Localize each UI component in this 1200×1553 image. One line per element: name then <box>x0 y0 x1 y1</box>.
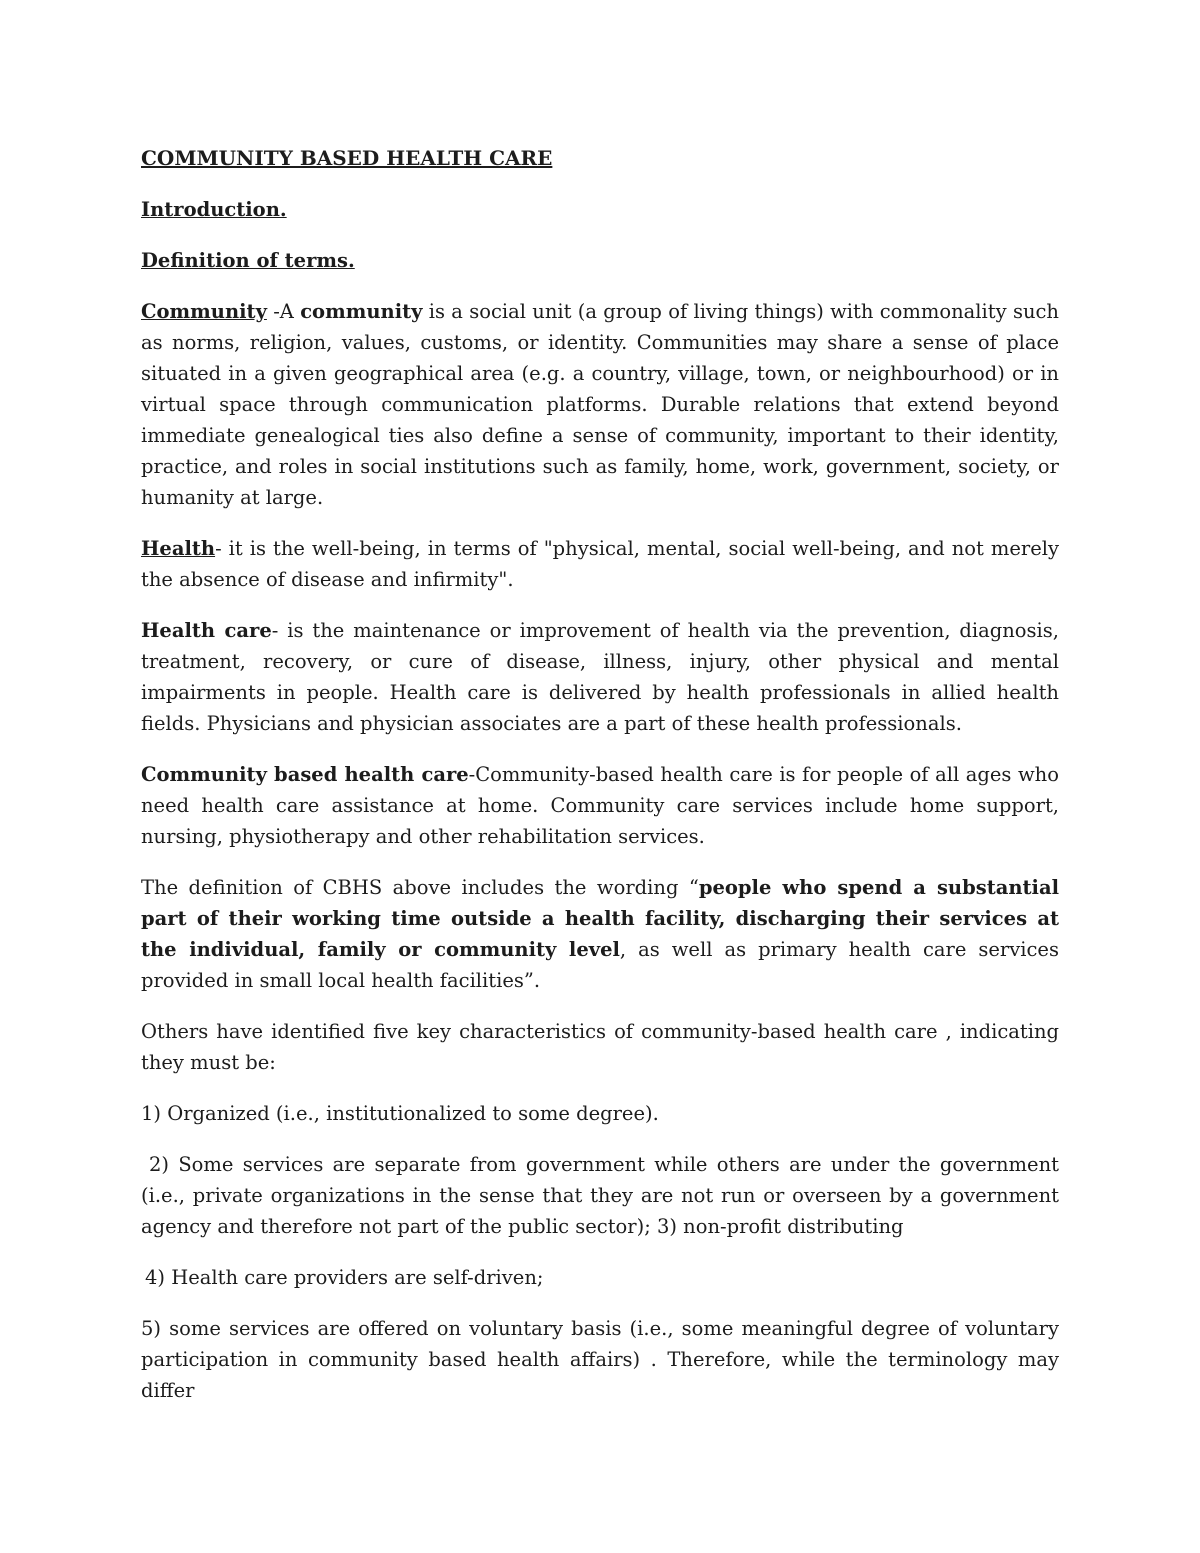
community-dash: -A <box>266 300 301 323</box>
cbhc-term: Community based health care <box>141 763 469 786</box>
cbhs-post: , as well as primary health care services provided in small local health facilities”. <box>141 938 1059 992</box>
introduction-heading: Introduction. <box>141 198 287 221</box>
community-term: Community <box>141 300 267 323</box>
list-item-five: 5) some services are offered on voluntary basis (i.e., some meaningful degree of voluntary participation in community based health affairs) . Therefore, while the terminology may differ <box>141 1317 1059 1402</box>
health-care-term: Health care <box>141 619 272 642</box>
health-text: - it is the well-being, in terms of "physical, mental, social well-being, and not merely the absence of disease and infirmity". <box>141 537 1059 591</box>
characteristics-intro: Others have identified five key characteristics of community-based health care , indicating they must be: <box>141 1020 1059 1074</box>
list-item-four: 4) Health care providers are self-driven; <box>145 1266 544 1289</box>
cbhc-definition <box>141 759 1059 852</box>
community-text: is a social unit (a group of living things) with commonality such as norms, religion, values, customs, or identity. Communities may share a sense of place situated in a given geographical area (e.g. a country, village, town, or neighbourhood) or in virtual space through communication platforms. Durable relations that extend beyond immediate genealogical ties also define a sense of community, important to their identity, practice, and roles in social institutions such as family, home, work, government, society, or humanity at large. <box>141 300 1059 509</box>
document-page <box>141 143 1059 1426</box>
health-term: Health <box>141 537 216 560</box>
list-item-two: 2) Some services are separate from government while others are under the government (i.e., private organizations in the sense that they are not run or overseen by a government agency and therefore not part of the public sector); 3) non-profit distributing <box>141 1153 1059 1238</box>
community-bold-word: community <box>300 300 423 323</box>
cbhs-paragraph <box>141 872 1059 996</box>
definitions-heading: Definition of terms. <box>141 249 355 272</box>
community-definition <box>141 296 1059 513</box>
cbhc-text: -Community-based health care is for people of all ages who need health care assistance at home. Community care services include home support, nursing, physiotherapy and other rehabilitation services. <box>141 763 1059 848</box>
health-definition <box>141 533 1059 595</box>
cbhs-bold: people who spend a substantial part of their working time outside a health facility, discharging their services at the individual, family or community level <box>141 876 1060 961</box>
health-care-definition <box>141 615 1059 739</box>
document-title: COMMUNITY BASED HEALTH CARE <box>141 146 553 170</box>
cbhs-pre: The definition of CBHS above includes the wording “ <box>141 876 699 899</box>
list-item-one: 1) Organized (i.e., institutionalized to some degree). <box>141 1102 659 1125</box>
health-care-text: - is the maintenance or improvement of health via the prevention, diagnosis, treatment, recovery, or cure of disease, illness, injury, other physical and mental impairments in people. Health care is delivered by health professionals in allied health fields. Physicians and physician associates are a part of these health professionals. <box>141 619 1059 735</box>
